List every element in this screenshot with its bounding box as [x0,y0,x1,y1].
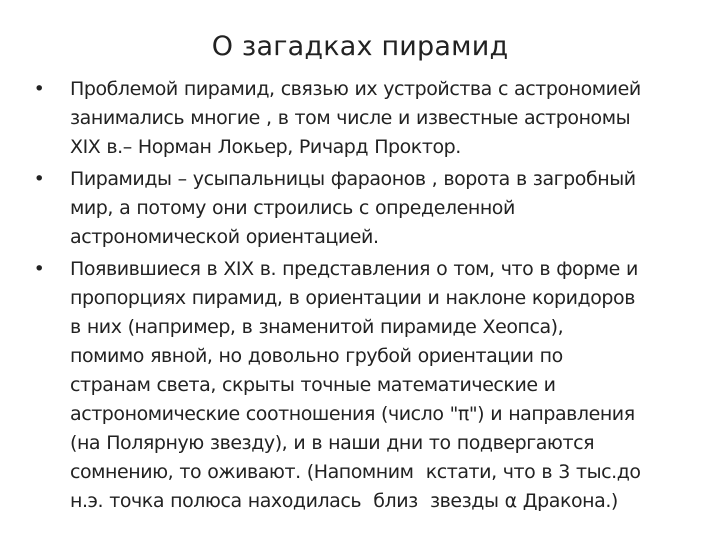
bullet-3-line-6: астрономические соотношения (число "π") и направления [70,403,635,425]
bullet-3-line-9: н.э. точка полюса находилась близ звезды α Дракона.) [70,490,618,512]
slide-title: О загадках пирамид [211,31,509,62]
bullet-3-line-7: (на Полярную звезду), и в наши дни то подвергаются [70,432,595,454]
bullet-2-line-2: мир, а потому они строились с определенной [70,197,515,219]
bullet-1-line-3: XIX в.– Норман Локьер, Ричард Проктор. [70,136,461,158]
bullet-2-line-1: Пирамиды – усыпальницы фараонов , ворота в загробный [70,168,636,190]
bullet-item-2 [30,165,702,252]
bullet-1-line-2: занимались многие , в том числе и известные астрономы [70,107,631,129]
bullet-2-line-3: астрономической ориентацией. [70,226,379,248]
bullet-list [30,75,702,519]
bullet-1-line-1: Проблемой пирамид, связью их устройства с астрономией [70,78,641,100]
bullet-3-line-8: сомнению, то оживают. (Напомним кстати, что в 3 тыс.до [70,461,641,483]
bullet-dot-icon: • [33,78,45,100]
bullet-3-line-5: странам света, скрыты точные математические и [70,374,556,396]
bullet-3-line-2: пропорциях пирамид, в ориентации и наклоне коридоров [70,287,635,309]
bullet-3-line-3: в них (например, в знаменитой пирамиде Хеопса), [70,316,564,338]
bullet-item-1 [30,75,702,162]
bullet-dot-icon: • [33,258,45,280]
bullet-dot-icon: • [33,168,45,190]
bullet-3-line-4: помимо явной, но довольно грубой ориентации по [70,345,563,367]
bullet-item-3 [30,255,702,516]
bullet-3-line-1: Появившиеся в XIX в. представления о том, что в форме и [70,258,638,280]
